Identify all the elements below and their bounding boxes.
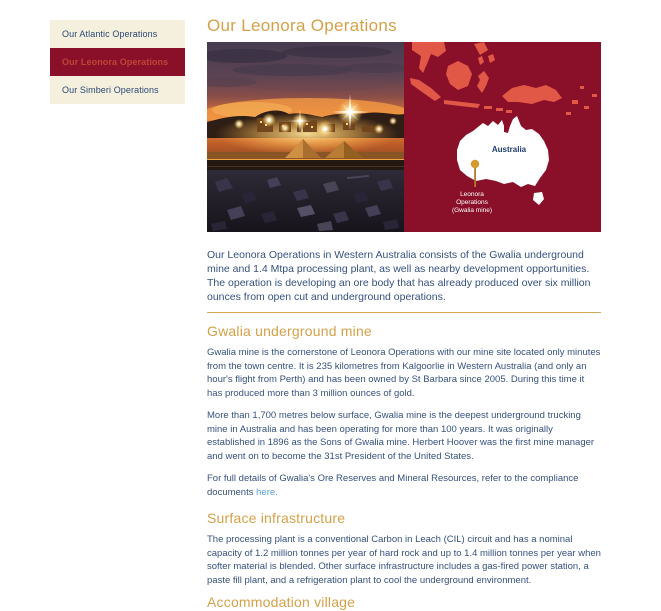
hero-banner — [207, 42, 601, 232]
svg-text:(Gwalia mine): (Gwalia mine) — [451, 207, 493, 214]
section-heading-accommodation: Accommodation village — [207, 594, 356, 610]
body-paragraph: More than 1,700 metres below surface, Gwalia mine is the deepest underground trucking mine in Australia and has been operating for more than 100 years. It was originally established in 1896 as the Sons of Gwalia mine. Herbert Hoover was the first mine manager and went on to become the 31st President of the United States. — [207, 410, 595, 462]
page-title: Our Leonora Operations — [207, 16, 397, 35]
svg-text:Operations: Operations — [456, 199, 488, 206]
mine-photo — [207, 42, 404, 232]
divider — [207, 312, 601, 313]
sidebar-item-simberi[interactable]: Our Simberi Operations — [50, 76, 185, 104]
svg-text:Leonora: Leonora — [460, 191, 484, 198]
body-paragraph: The processing plant is a conventional Carbon in Leach (CIL) circuit and has a nominal capacity of 1.2 million tonnes per year of hard rock and up to 1.4 million tonnes per year when softer material is blended. Other surface infrastructure includes a gas-fired power station, a paste fill plant, and a refrigeration plant to cool the underground environment. — [207, 534, 601, 586]
sidebar-item-leonora[interactable]: Our Leonora Operations — [50, 48, 185, 76]
section-heading-gwalia: Gwalia underground mine — [207, 323, 372, 339]
main-content — [207, 16, 601, 611]
australia-map — [404, 42, 601, 232]
body-paragraph: Gwalia mine is the cornerstone of Leonora Operations with our mine site located only minutes from the town centre. It is 235 kilometres from Kalgoorlie in Western Australia (and only an hour's flight from Perth) and has been owned by St Barbara since 2005. During this time it has produced more than 3 million ounces of gold. — [207, 347, 601, 399]
intro-paragraph: Our Leonora Operations in Western Australia consists of the Gwalia underground mine and 1.4 Mtpa processing plant, as well as nearby development opportunities. The operation is developing an ore body that has already produced over six million ounces from open cut and underground operations. — [207, 249, 591, 303]
map-country-label: Australia — [491, 145, 527, 154]
sidebar-item-atlantic[interactable]: Our Atlantic Operations — [50, 20, 185, 48]
body-paragraph — [207, 472, 601, 499]
compliance-text: For full details of Gwalia's Ore Reserves and Mineral Resources, refer to the compliance documents — [207, 473, 579, 498]
compliance-documents-link[interactable]: here. — [256, 486, 278, 498]
operations-nav — [50, 20, 185, 104]
section-heading-surface: Surface infrastructure — [207, 510, 346, 526]
